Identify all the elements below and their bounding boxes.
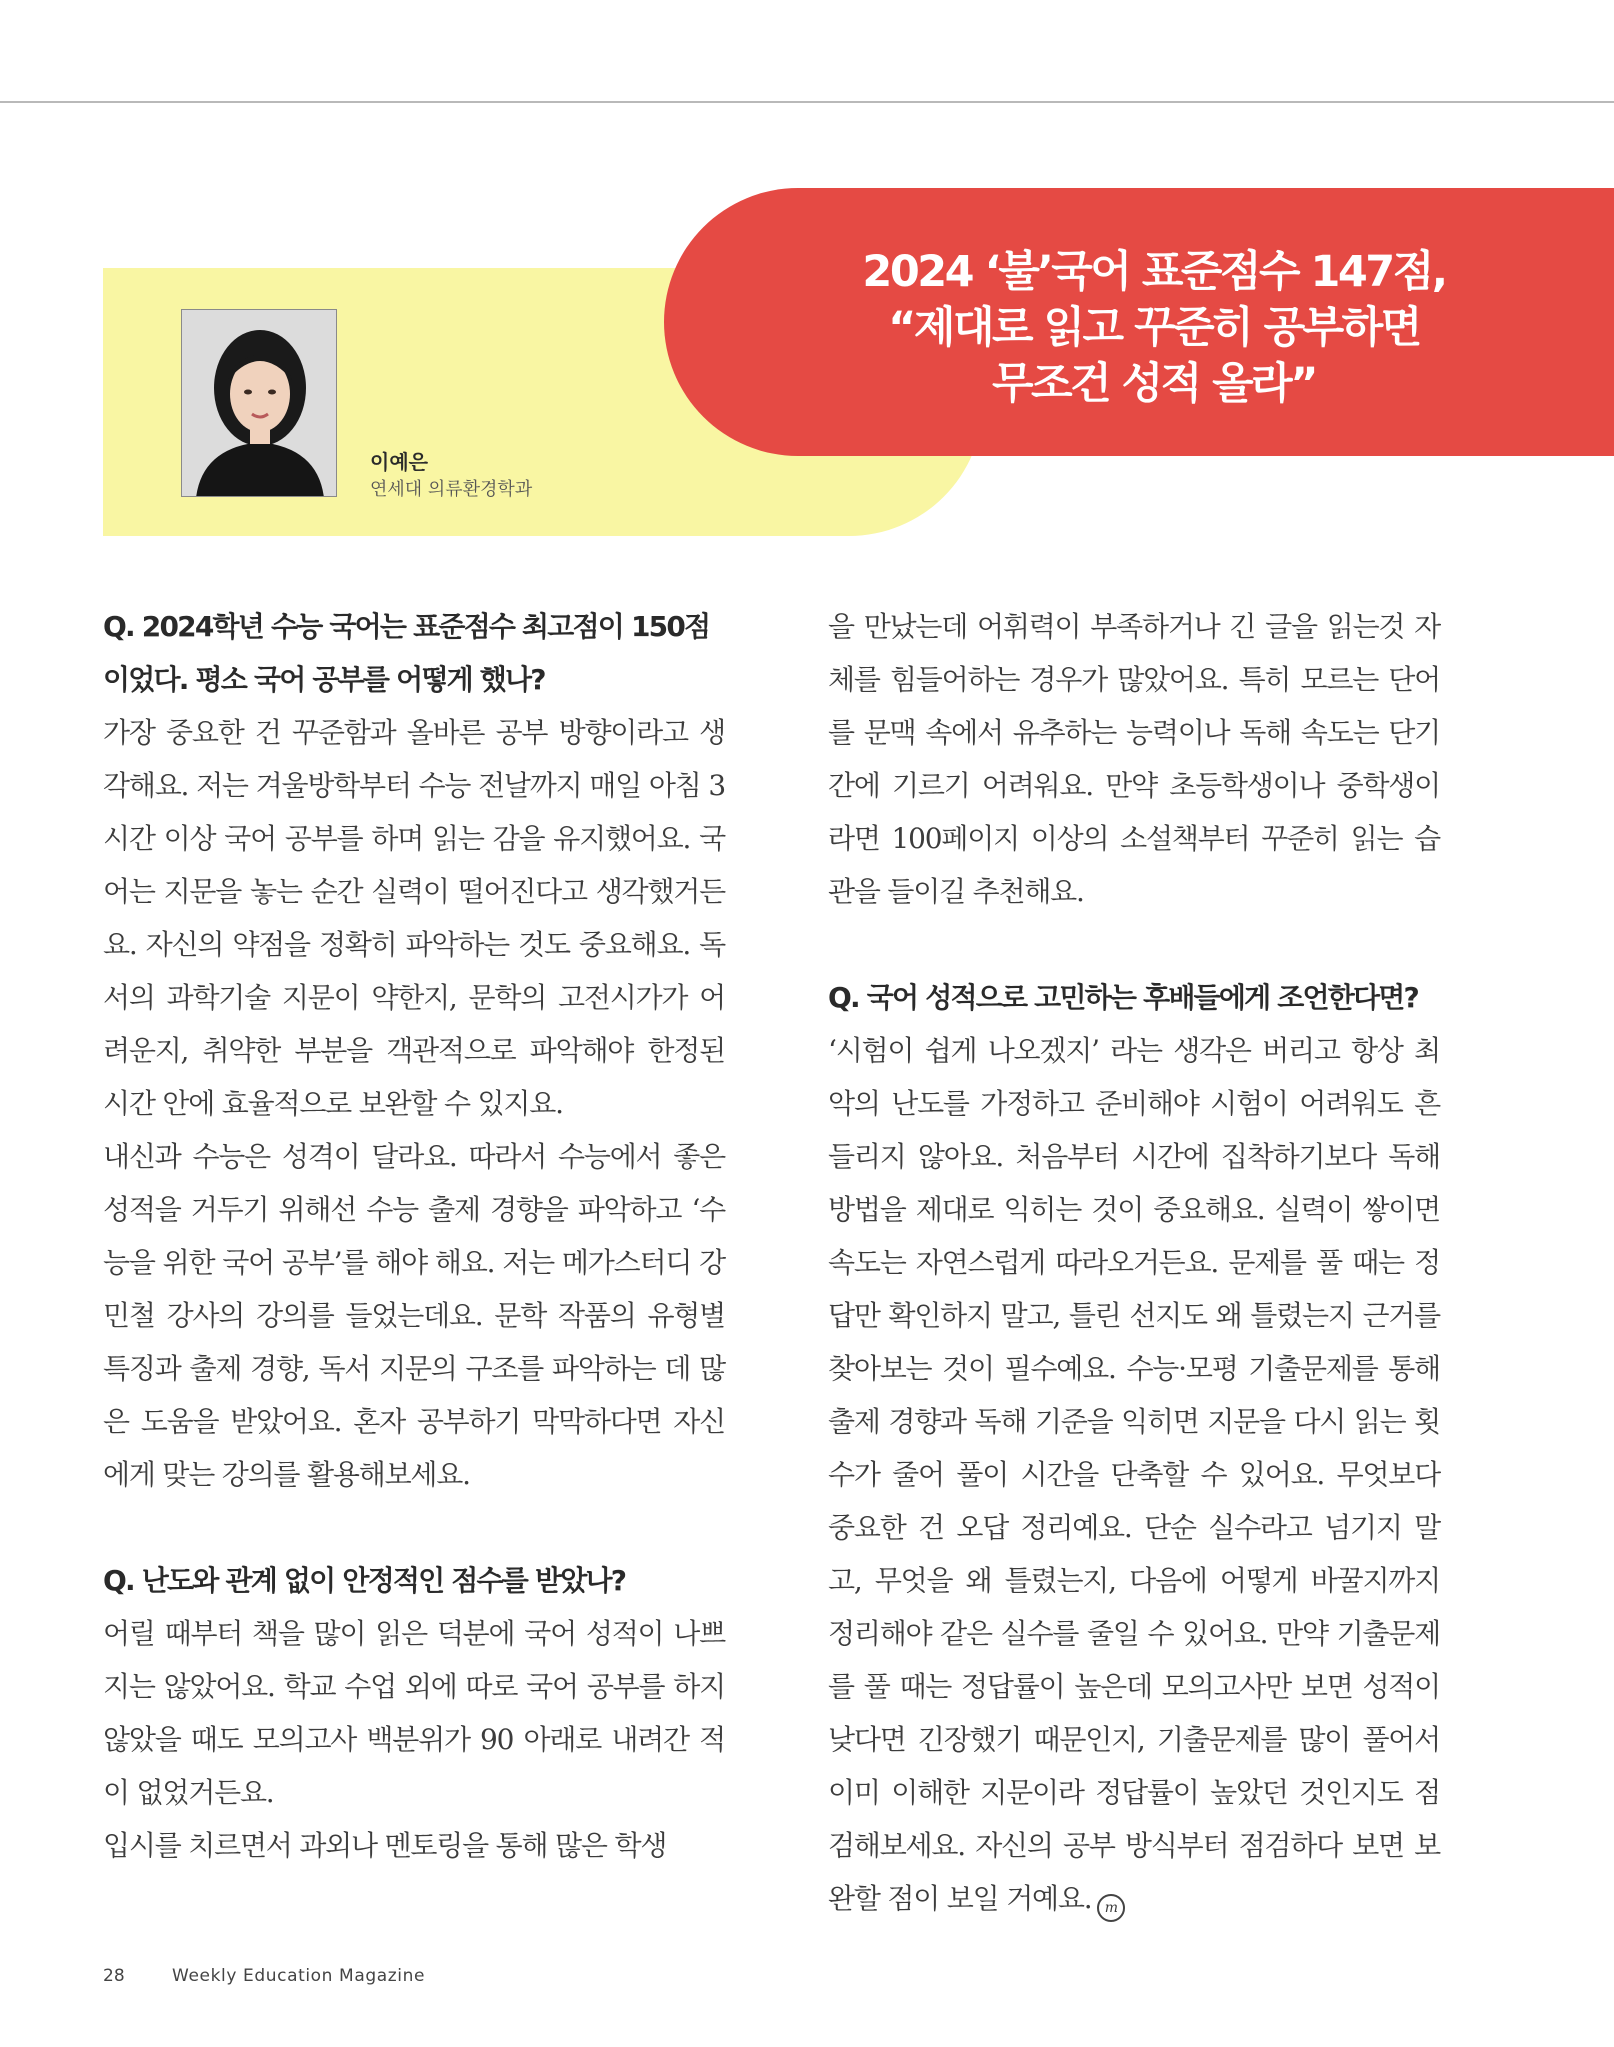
top-rule bbox=[0, 101, 1614, 103]
question-3: Q. 국어 성적으로 고민하는 후배들에게 조언한다면? bbox=[828, 981, 1418, 1014]
person-name: 이예은 bbox=[370, 450, 428, 474]
title-line: “제대로 읽고 꾸준히 공부하면 bbox=[888, 303, 1420, 353]
title-line: 2024 ‘불’국어 표준점수 147점, bbox=[862, 247, 1446, 297]
answer-2-paragraph-2: 입시를 치르면서 과외나 멘토링을 통해 많은 학생 bbox=[103, 1829, 667, 1862]
profile-photo bbox=[181, 309, 337, 497]
footer bbox=[103, 1966, 425, 1986]
article-title bbox=[664, 244, 1584, 412]
answer-2-paragraph-1: 어릴 때부터 책을 많이 읽은 덕분에 국어 성적이 나쁘지는 않았어요. 학교 수업 외에 따로 국어 공부를 하지 않았을 때도 모의고사 백분위가 90 아래로 내려간 적이 없었거든요. bbox=[103, 1617, 725, 1809]
end-mark-icon: m bbox=[1097, 1894, 1125, 1922]
answer-1-paragraph-1: 가장 중요한 건 꾸준함과 올바른 공부 방향이라고 생각해요. 저는 겨울방학부터 수능 전날까지 매일 아침 3시간 이상 국어 공부를 하며 읽는 감을 유지했어요. 국어는 지문을 놓는 순간 실력이 떨어진다고 생각했거든요. 자신의 약점을 정확히 파악하는 것도 중요해요. 독서의 과학기술 지문이 약한지, 문학의 고전시가가 어려운지, 취약한 부분을 객관적으로 파악해야 한정된 시간 안에 효율적으로 보완할 수 있지요. bbox=[103, 716, 725, 1120]
answer-2-continued: 을 만났는데 어휘력이 부족하거나 긴 글을 읽는것 자체를 힘들어하는 경우가 많았어요. 특히 모르는 단어를 문맥 속에서 유추하는 능력이나 독해 속도는 단기간에 기르기 어려워요. 만약 초등학생이나 중학생이라면 100페이지 이상의 소설책부터 꾸준히 읽는 습관을 들이길 추천해요. bbox=[828, 610, 1440, 908]
person-portrait-image bbox=[182, 310, 337, 497]
question-2: Q. 난도와 관계 없이 안정적인 점수를 받았나? bbox=[103, 1564, 626, 1597]
title-line: 무조건 성적 올라” bbox=[992, 359, 1316, 409]
person-department: 연세대 의류환경학과 bbox=[370, 479, 533, 500]
answer-1-paragraph-2: 내신과 수능은 성격이 달라요. 따라서 수능에서 좋은 성적을 거두기 위해선 수능 출제 경향을 파악하고 ‘수능을 위한 국어 공부’를 해야 해요. 저는 메가스터디 강민철 강사의 강의를 들었는데요. 문학 작품의 유형별 특징과 출제 경향, 독서 지문의 구조를 파악하는 데 많은 도움을 받았어요. 혼자 공부하기 막막하다면 자신에게 맞는 강의를 활용해보세요. bbox=[103, 1140, 725, 1491]
section-gap bbox=[828, 918, 1440, 971]
left-column bbox=[103, 600, 725, 1872]
question-1: Q. 2024학년 수능 국어는 표준점수 최고점이 150점이었다. 평소 국어 공부를 어떻게 했나? bbox=[103, 610, 710, 696]
page-number: 28 bbox=[103, 1966, 125, 1986]
right-column bbox=[828, 600, 1440, 1925]
section-gap bbox=[103, 1501, 725, 1554]
magazine-name: Weekly Education Magazine bbox=[172, 1966, 426, 1986]
answer-3-text: ‘시험이 쉽게 나오겠지’ 라는 생각은 버리고 항상 최악의 난도를 가정하고 준비해야 시험이 어려워도 흔들리지 않아요. 처음부터 시간에 집착하기보다 독해 방법을 제대로 익히는 것이 중요해요. 실력이 쌓이면 속도는 자연스럽게 따라오거든요. 문제를 풀 때는 정답만 확인하지 말고, 틀린 선지도 왜 틀렸는지 근거를 찾아보는 것이 필수예요. 수능·모평 기출문제를 통해 출제 경향과 독해 기준을 익히면 지문을 다시 읽는 횟수가 줄어 풀이 시간을 단축할 수 있어요. 무엇보다 중요한 건 오답 정리예요. 단순 실수라고 넘기지 말고, 무엇을 왜 틀렸는지, 다음에 어떻게 바꿀지까지 정리해야 같은 실수를 줄일 수 있어요. 만약 기출문제를 풀 때는 정답률이 높은데 모의고사만 보면 성적이 낮다면 긴장했기 때문인지, 기출문제를 많이 풀어서 이미 이해한 지문이라 정답률이 높았던 것인지도 점검해보세요. 자신의 공부 방식부터 점검하다 보면 보완할 점이 보일 거예요. bbox=[828, 1034, 1440, 1915]
answer-3-paragraph bbox=[828, 1024, 1440, 1925]
